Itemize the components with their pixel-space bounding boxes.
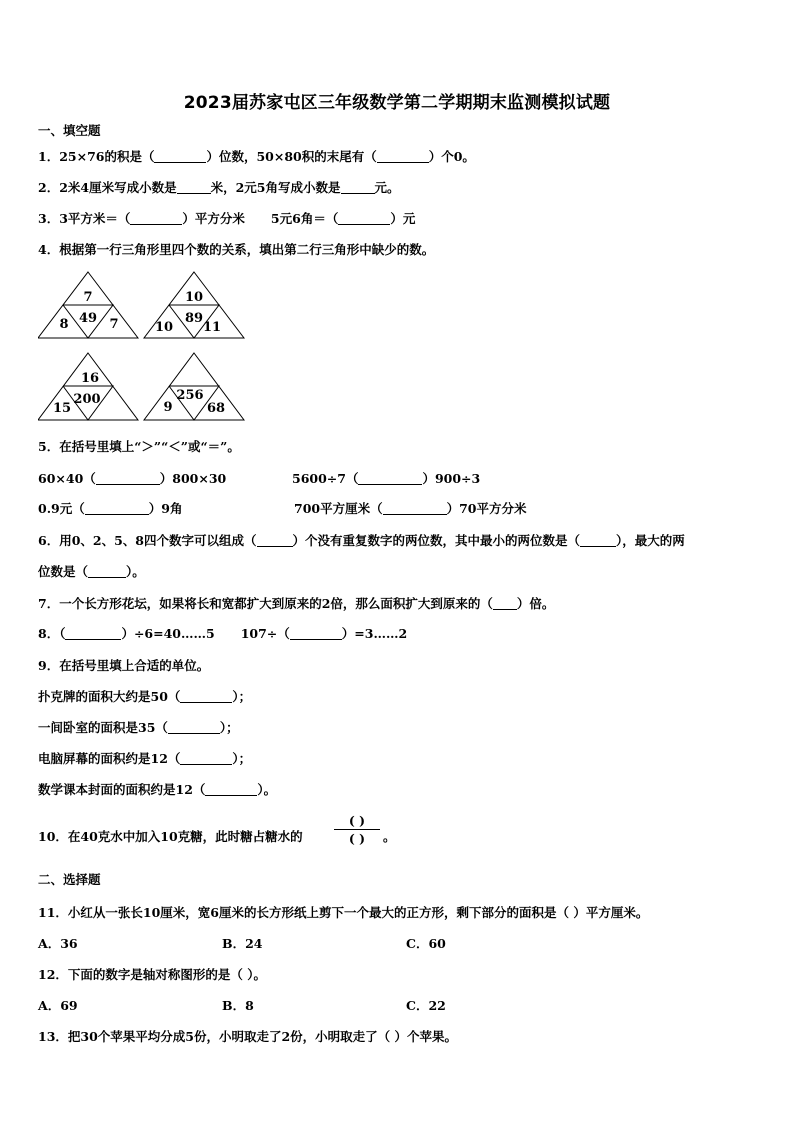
answer-blank[interactable] bbox=[358, 472, 422, 485]
section-heading-fill: 一、填空题 bbox=[38, 123, 101, 138]
q12-option-c[interactable]: C．22 bbox=[406, 998, 446, 1013]
page-title: 2023届苏家屯区三年级数学第二学期期末监测模拟试题 bbox=[183, 93, 611, 113]
q9a-text-b: ）； bbox=[232, 689, 252, 704]
q2-text-b: 米，2元5角写成小数是 bbox=[210, 180, 341, 195]
question-4: 4．根据第一行三角形里四个数的关系，填出第二行三角形中缺少的数。 bbox=[38, 242, 435, 257]
q7-text-a: 7．一个长方形花坛，如果将长和宽都扩大到原来的2倍，那么面积扩大到原来的（ bbox=[38, 596, 493, 611]
q12-option-b[interactable]: B．8 bbox=[222, 998, 254, 1013]
tri1-center: 49 bbox=[78, 311, 98, 326]
q9a-text-a: 扑克牌的面积大约是50（ bbox=[38, 689, 181, 704]
q10-end: 。 bbox=[383, 829, 396, 844]
q5r1-text-a: 60×40（ bbox=[38, 471, 96, 486]
q5r2-text-a: 0.9元（ bbox=[38, 501, 85, 516]
tri3-top: 16 bbox=[80, 371, 100, 386]
section-heading-choice: 二、选择题 bbox=[38, 872, 101, 887]
q9c-text-b: ）； bbox=[232, 751, 252, 766]
tri2-right: 11 bbox=[202, 320, 222, 335]
tri3-center: 200 bbox=[73, 392, 101, 407]
question-9-d bbox=[38, 780, 276, 798]
tri3-left: 15 bbox=[52, 401, 72, 416]
q6-text-c: ），最大的两 bbox=[616, 533, 685, 548]
tri1-top: 7 bbox=[83, 290, 93, 305]
question-5: 5．在括号里填上“＞”“＜”或“＝”。 bbox=[38, 439, 240, 454]
question-9-b bbox=[38, 718, 239, 736]
fraction-blank[interactable] bbox=[334, 813, 380, 846]
question-10 bbox=[38, 827, 303, 845]
answer-blank[interactable] bbox=[180, 690, 232, 703]
question-5-row-2 bbox=[38, 499, 182, 517]
tri2-top: 10 bbox=[184, 290, 204, 305]
question-1 bbox=[38, 147, 475, 165]
question-5-row-1 bbox=[38, 469, 226, 487]
triangle-figures bbox=[38, 270, 248, 425]
q7-text-b: ）倍。 bbox=[516, 596, 555, 611]
fraction-numerator[interactable]: ( ) bbox=[348, 813, 366, 828]
q8-text-a: 8．（ bbox=[38, 626, 66, 641]
q3-text-d: ）元 bbox=[390, 211, 416, 226]
q3-text-c: 5元6角＝（ bbox=[270, 211, 339, 226]
q1-text-b: ）位数，50×80积的末尾有（ bbox=[206, 149, 377, 164]
q5r1-text-b: ）800×30 bbox=[159, 471, 227, 486]
q1-text-c: ）个0。 bbox=[428, 149, 475, 164]
q11-option-b[interactable]: B．24 bbox=[222, 936, 263, 951]
q9d-text-b: ）。 bbox=[257, 782, 277, 797]
tri4-center: 256 bbox=[176, 388, 204, 403]
answer-blank[interactable] bbox=[177, 181, 211, 194]
question-7 bbox=[38, 594, 554, 612]
q9c-text-a: 电脑屏幕的面积约是12（ bbox=[38, 751, 181, 766]
answer-blank[interactable] bbox=[168, 721, 220, 734]
answer-blank[interactable] bbox=[383, 502, 447, 515]
q11-option-a[interactable]: A．36 bbox=[38, 936, 78, 951]
q11-option-c[interactable]: C．60 bbox=[406, 936, 446, 951]
question-11: 11．小红从一张长10厘米，宽6厘米的长方形纸上剪下一个最大的正方形，剩下部分的面积是（ ）平方厘米。 bbox=[38, 905, 649, 920]
q5r2-text-b: ）9角 bbox=[148, 501, 183, 516]
question-6-cont bbox=[38, 562, 145, 580]
q5r1-text-d: ）900÷3 bbox=[422, 471, 481, 486]
fraction-bar bbox=[334, 829, 380, 830]
answer-blank[interactable] bbox=[377, 150, 429, 163]
q2-text-a: 2．2米4厘米写成小数是 bbox=[38, 180, 177, 195]
question-5-row-1-right bbox=[292, 469, 480, 487]
q12-option-a[interactable]: A．69 bbox=[38, 998, 78, 1013]
q9b-text-a: 一间卧室的面积是35（ bbox=[38, 720, 168, 735]
q9b-text-b: ）； bbox=[219, 720, 239, 735]
question-3 bbox=[38, 209, 415, 227]
answer-blank[interactable] bbox=[341, 181, 375, 194]
q5r1-text-c: 5600÷7（ bbox=[292, 471, 359, 486]
tri2-left: 10 bbox=[154, 320, 174, 335]
answer-blank[interactable] bbox=[85, 502, 149, 515]
q6b-text-b: ）。 bbox=[126, 564, 145, 579]
answer-blank[interactable] bbox=[257, 534, 293, 547]
question-2 bbox=[38, 178, 400, 196]
question-9-a bbox=[38, 687, 251, 705]
tri4-right: 68 bbox=[206, 401, 226, 416]
q6b-text-a: 位数是（ bbox=[38, 564, 89, 579]
answer-blank[interactable] bbox=[88, 565, 126, 578]
answer-blank[interactable] bbox=[96, 472, 160, 485]
q3-text-a: 3．3平方米＝（ bbox=[38, 211, 131, 226]
answer-blank[interactable] bbox=[338, 212, 390, 225]
answer-blank[interactable] bbox=[580, 534, 616, 547]
question-9-c bbox=[38, 749, 251, 767]
q5r2-text-d: ）70平方分米 bbox=[446, 501, 527, 516]
tri1-left: 8 bbox=[59, 317, 69, 332]
q1-text-a: 1．25×76的积是（ bbox=[38, 149, 155, 164]
q6-text-b: ）个没有重复数字的两位数，其中最小的两位数是（ bbox=[292, 533, 581, 548]
answer-blank[interactable] bbox=[154, 150, 206, 163]
q8-text-d: ）=3……2 bbox=[341, 626, 408, 641]
q2-text-c: 元。 bbox=[374, 180, 400, 195]
question-9: 9．在括号里填上合适的单位。 bbox=[38, 658, 210, 673]
q5r2-text-c: 700平方厘米（ bbox=[294, 501, 383, 516]
q9d-text-a: 数学课本封面的面积约是12（ bbox=[38, 782, 206, 797]
tri4-left: 9 bbox=[163, 400, 173, 415]
answer-blank[interactable] bbox=[130, 212, 182, 225]
answer-blank[interactable] bbox=[290, 627, 342, 640]
question-12: 12．下面的数字是轴对称图形的是（ ）。 bbox=[38, 967, 266, 982]
fraction-denominator[interactable]: ( ) bbox=[348, 831, 366, 846]
question-5-row-2-right bbox=[294, 499, 527, 517]
q6-text-a: 6．用0、2、5、8四个数字可以组成（ bbox=[38, 533, 257, 548]
question-8 bbox=[38, 624, 407, 642]
question-6 bbox=[38, 531, 685, 549]
answer-blank[interactable] bbox=[65, 627, 121, 640]
answer-blank[interactable] bbox=[180, 752, 232, 765]
tri1-right: 7 bbox=[109, 317, 119, 332]
tri2-center: 89 bbox=[184, 311, 204, 326]
question-13: 13．把30个苹果平均分成5份，小明取走了2份，小明取走了（ ）个苹果。 bbox=[38, 1029, 458, 1044]
q10-text-a: 10．在40克水中加入10克糖，此时糖占糖水的 bbox=[38, 829, 303, 844]
q8-text-c: 107÷（ bbox=[240, 626, 290, 641]
answer-blank[interactable] bbox=[493, 597, 517, 610]
q3-text-b: ）平方分米 bbox=[182, 211, 245, 226]
answer-blank[interactable] bbox=[205, 783, 257, 796]
q8-text-b: ）÷6=40……5 bbox=[121, 626, 215, 641]
